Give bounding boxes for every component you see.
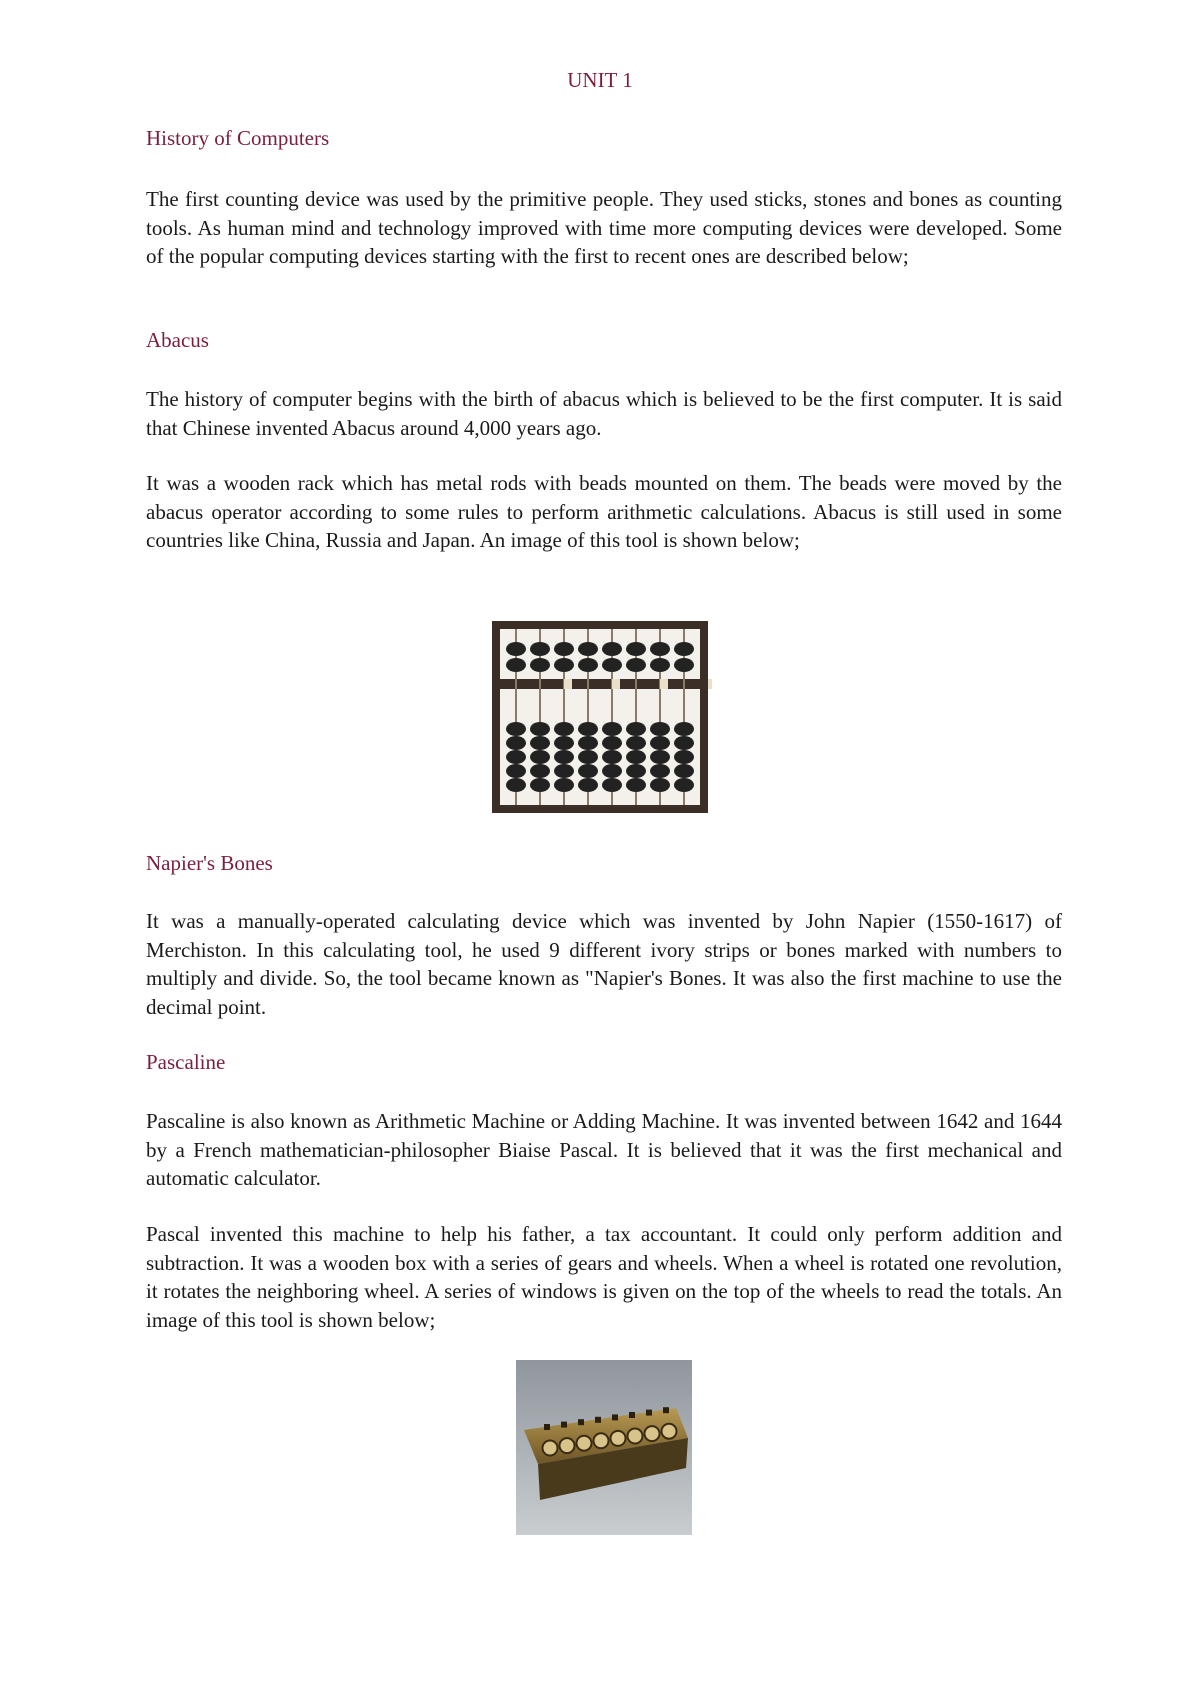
napier-paragraph-1: It was a manually-operated calculating device which was invented by John Napier (1550-1617) of Merchiston. In this calculating tool, he used 9 different ivory strips or bones marked with numbers to multiply and divide. So, the tool became known as "Napier's Bones. It was also the first machine to use the decimal point.	[146, 909, 1062, 1019]
napier-heading: Napier's Bones	[146, 851, 273, 875]
abacus-image	[488, 617, 712, 817]
abacus-paragraph-2: It was a wooden rack which has metal rods with beads mounted on them. The beads were moved by the abacus operator according to some rules to perform arithmetic calculations. Abacus is still used in some countries like China, Russia and Japan. An image of this tool is shown below;	[146, 471, 1062, 552]
pascaline-paragraph-1: Pascaline is also known as Arithmetic Machine or Adding Machine. It was invented between 1642 and 1644 by a French mathematician-philosopher Biaise Pascal. It is believed that it was the first mechanical and automatic calculator.	[146, 1109, 1062, 1190]
pascaline-heading: Pascaline	[146, 1050, 226, 1074]
pascaline-image	[516, 1360, 692, 1535]
intro-paragraph: The first counting device was used by the primitive people. They used sticks, stones and bones as counting tools. As human mind and technology improved with time more computing devices were developed. Some of the popular computing devices starting with the first to recent ones are described below;	[146, 187, 1062, 268]
abacus-heading: Abacus	[146, 328, 209, 352]
unit-title: UNIT 1	[567, 68, 633, 92]
abacus-paragraph-1: The history of computer begins with the birth of abacus which is believed to be the first computer. It is said that Chinese invented Abacus around 4,000 years ago.	[146, 387, 1062, 440]
pascaline-paragraph-2: Pascal invented this machine to help his father, a tax accountant. It could only perform addition and subtraction. It was a wooden box with a series of gears and wheels. When a wheel is rotated one revolution, it rotates the neighboring wheel. A series of windows is given on the top of the wheels to read the totals. An image of this tool is shown below;	[146, 1222, 1062, 1332]
section-title: History of Computers	[146, 126, 330, 150]
